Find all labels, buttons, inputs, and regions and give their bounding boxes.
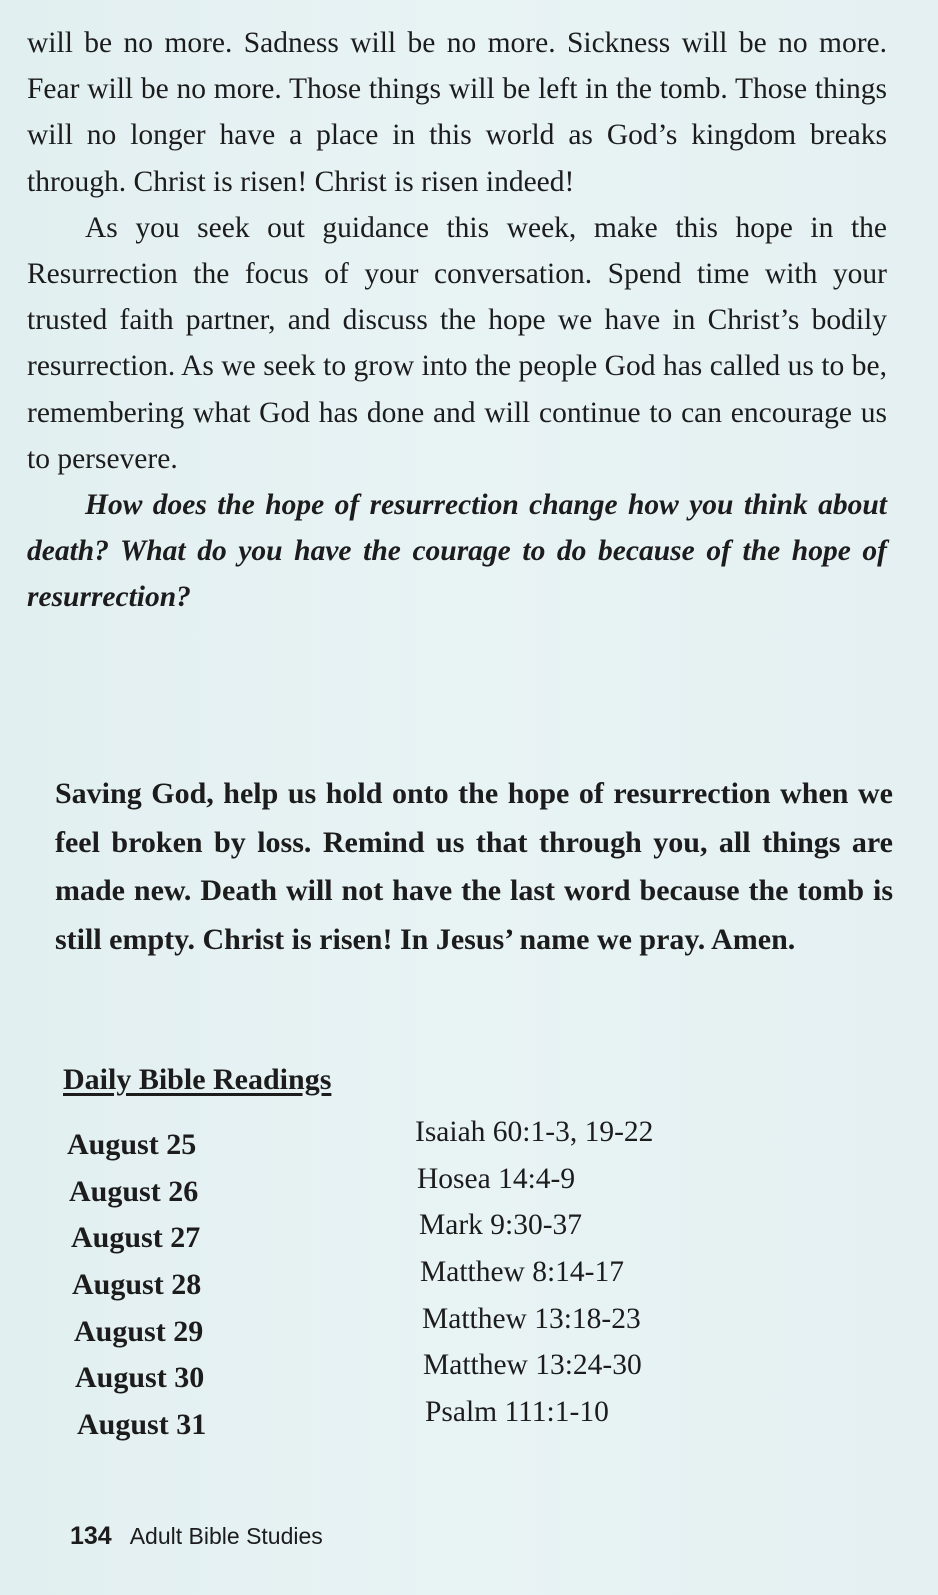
reading-row (75, 1349, 767, 1408)
reading-reference: Matthew 13:18-23 (422, 1302, 641, 1335)
paragraph-guidance: As you seek out guidance this week, make this hope in the Resurrection the focus of your conversation. Spend time with your trusted faith partner, and discuss the hope we have in Christ’s bodily resurrection. As we seek to grow into the people God has called us to be, remembering what God has done and will continue to can encourage us to persevere. (27, 211, 887, 475)
reading-row (69, 1162, 767, 1222)
reading-date: August 31 (77, 1408, 207, 1442)
reading-row (74, 1302, 767, 1362)
reading-date: August 29 (74, 1314, 204, 1348)
reading-date: August 25 (67, 1128, 197, 1161)
reading-reference: Hosea 14:4-9 (417, 1162, 576, 1195)
page-number: 134 (70, 1522, 112, 1550)
reading-date: August 30 (75, 1361, 205, 1395)
paragraph-continued: will be no more. Sadness will be no more. Sickness will be no more. Fear will be no more. Those things will be left in the tomb. Those things will no longer have a place in this world as God’s kingdom breaks through. Christ is risen! Christ is risen indeed! (27, 27, 887, 198)
reading-row (71, 1209, 767, 1268)
reflection-question: How does the hope of resurrection change how you think about death? What do you have the courage to do because of the hope of resurrection? (27, 489, 887, 614)
closing-prayer: Saving God, help us hold onto the hope of resurrection when we feel broken by loss. Remind us that through you, all things are made new. Death will not have the last word because the tomb is still empty. Christ is risen! In Jesus’ name we pray. Amen. (55, 777, 893, 956)
reading-date: August 28 (72, 1268, 202, 1302)
publication-title: Adult Bible Studies (129, 1523, 323, 1549)
reading-row (77, 1396, 767, 1455)
reading-reference: Matthew 13:24-30 (423, 1349, 642, 1382)
page-footer (70, 1522, 323, 1551)
reading-reference: Isaiah 60:1-3, 19-22 (415, 1116, 654, 1148)
daily-readings-list (67, 1116, 767, 1455)
readings-heading: Daily Bible Readings (63, 1063, 332, 1096)
reading-reference: Matthew 8:14-17 (420, 1256, 625, 1289)
body-text (27, 20, 887, 621)
reading-date: August 27 (71, 1221, 201, 1255)
reading-reference: Mark 9:30-37 (419, 1209, 583, 1242)
reading-row (72, 1256, 767, 1315)
reading-reference: Psalm 111:1-10 (425, 1396, 609, 1429)
reading-date: August 26 (69, 1174, 199, 1208)
